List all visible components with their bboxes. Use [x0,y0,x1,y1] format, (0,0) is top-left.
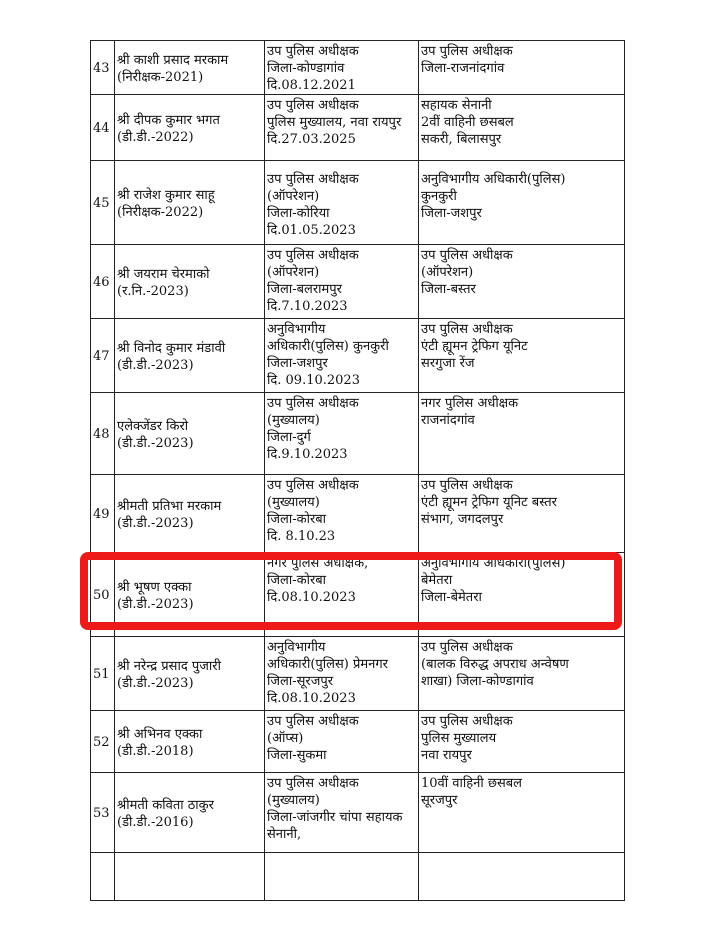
officer-name-line: श्री अभिनव एक्का [117,726,203,742]
current-posting-line: अधिकारी(पुलिस) प्रेमनगर [267,657,388,672]
new-posting-line: उप पुलिस अधीक्षक [421,714,513,729]
current-posting-line: दि.08.10.2023 [267,590,356,605]
new-posting-cell [419,773,625,853]
current-posting-line: जिला-बलरामपुर [267,282,342,297]
current-posting-line: दि.9.10.2023 [267,447,348,462]
officer-name-cell [115,475,265,553]
new-posting-cell [419,475,625,553]
current-posting-line: पुलिस मुख्यालय, नवा रायपुर [267,115,402,130]
officer-name-cell [115,95,265,161]
current-posting-line: (ऑपरेशन) [267,265,320,280]
officer-name-cell [115,245,265,319]
new-posting-line: जिला-राजनांदगांव [421,61,505,76]
current-posting-line: दि.27.03.2025 [267,132,356,147]
serial-number-cell: 44 [91,95,115,161]
current-posting-line: उप पुलिस अधीक्षक [267,714,359,729]
new-posting-cell [419,637,625,711]
current-posting-line: अनुविभागीय [267,322,326,337]
new-posting-cell [419,853,625,901]
new-posting-line: सूरजपुर [421,793,458,808]
current-posting-line: (ऑपरेशन) [267,189,320,204]
new-posting-line: 10वीं वाहिनी छसबल [421,776,522,791]
current-posting-cell [265,475,419,553]
officer-name-cell [115,853,265,901]
table-row [91,637,625,711]
officer-name-line: श्री जयराम चेरमाको [117,266,210,282]
new-posting-line: अनुविभागीय अधिकारी(पुलिस) [421,172,566,187]
new-posting-cell [419,319,625,393]
table-row [91,245,625,319]
new-posting-line: सकरी, बिलासपुर [421,132,502,147]
current-posting-line: (मुख्यालय) [267,495,320,510]
current-posting-cell [265,393,419,475]
current-posting-line: उप पुलिस अधीक्षक [267,478,359,493]
current-posting-cell [265,161,419,245]
current-posting-line: दि.08.12.2021 [267,78,356,93]
officer-name-line: (डी.डी.-2023) [117,596,194,612]
officer-name-cell [115,711,265,773]
new-posting-line: जिला-जशपुर [421,206,482,221]
serial-number-cell: 51 [91,637,115,711]
officer-name-line: श्री राजेश कुमार साहू [117,187,215,203]
officer-name-line: (डी.डी.-2023) [117,357,194,373]
new-posting-line: नगर पुलिस अधीक्षक [421,396,519,411]
officer-name-line: श्रीमती प्रतिभा मरकाम [117,498,222,514]
current-posting-line: उप पुलिस अधीक्षक [267,172,359,187]
table-row [91,319,625,393]
current-posting-line: उप पुलिस अधीक्षक [267,776,359,791]
serial-number-cell: 52 [91,711,115,773]
serial-number-cell: 48 [91,393,115,475]
current-posting-line: जिला-कोण्डागांव [267,61,345,76]
new-posting-line: कुनकुरी [421,189,457,204]
officer-name-line: (निरीक्षक-2021) [117,69,204,85]
officer-name-line: (निरीक्षक-2022) [117,204,204,220]
serial-number-cell: 43 [91,41,115,95]
new-posting-line: (ऑपरेशन) [421,265,474,280]
current-posting-line: उप पुलिस अधीक्षक [267,44,359,59]
officer-name-line: श्री नरेन्द्र प्रसाद पुजारी [117,658,221,674]
serial-number-cell [91,853,115,901]
table-row [91,393,625,475]
officer-name-cell [115,161,265,245]
new-posting-line: संभाग, जगदलपुर [421,512,504,527]
current-posting-line: उप पुलिस अधीक्षक [267,248,359,263]
current-posting-line: सेनानी, [267,827,302,842]
officer-name-cell [115,773,265,853]
serial-number-cell: 49 [91,475,115,553]
officer-name-line: (डी.डी.-2022) [117,129,194,145]
new-posting-line: शाखा) जिला-कोण्डागांव [421,674,534,689]
serial-number-cell: 53 [91,773,115,853]
serial-number-cell: 46 [91,245,115,319]
new-posting-cell [419,393,625,475]
current-posting-line: जिला-कोरबा [267,512,327,527]
new-posting-cell [419,161,625,245]
current-posting-line: उप पुलिस अधीक्षक [267,98,359,113]
new-posting-line: पुलिस मुख्यालय [421,731,497,746]
table-row [91,95,625,161]
current-posting-cell [265,773,419,853]
new-posting-cell [419,95,625,161]
new-posting-line: सहायक सेनानी [421,98,492,113]
serial-number-cell: 45 [91,161,115,245]
current-posting-line: (ऑप्स) [267,731,304,746]
new-posting-line: राजनांदगांव [421,413,475,428]
table-row [91,711,625,773]
new-posting-line: उप पुलिस अधीक्षक [421,248,513,263]
table-row [91,553,625,637]
new-posting-line: (बालक विरुद्ध अपराध अन्वेषण [421,657,569,672]
current-posting-cell [265,95,419,161]
new-posting-line: नवा रायपुर [421,748,472,763]
current-posting-cell [265,245,419,319]
officer-name-cell [115,41,265,95]
officer-name-line: (डी.डी.-2023) [117,515,194,531]
new-posting-line: सरगुजा रेंज [421,356,475,371]
new-posting-line: उप पुलिस अधीक्षक [421,322,513,337]
new-posting-line: उप पुलिस अधीक्षक [421,478,513,493]
officer-name-cell [115,319,265,393]
current-posting-line: नगर पुलिस अधीक्षक, [267,556,369,571]
table-row [91,475,625,553]
officer-name-line: (डी.डी.-2016) [117,814,194,830]
current-posting-line: जिला-सुकमा [267,748,327,763]
new-posting-line: उप पुलिस अधीक्षक [421,640,513,655]
current-posting-line: दि. 8.10.23 [267,529,336,544]
officer-name-line: श्री भूषण एक्का [117,579,192,595]
current-posting-line: जिला-दुर्ग [267,430,311,445]
current-posting-line: अधिकारी(पुलिस) कुनकुरी [267,339,389,354]
new-posting-line: जिला-बस्तर [421,282,476,297]
table-row [91,161,625,245]
current-posting-cell [265,319,419,393]
current-posting-line: जिला-जशपुर [267,356,328,371]
transfer-table [90,40,625,901]
current-posting-line: दि.08.10.2023 [267,691,356,706]
new-posting-line: उप पुलिस अधीक्षक [421,44,513,59]
current-posting-cell [265,553,419,637]
new-posting-line: एंटी ह्यूमन ट्रेफिग यूनिट [421,339,528,354]
current-posting-line: दि. 09.10.2023 [267,373,360,388]
serial-number-cell: 50 [91,553,115,637]
current-posting-line: जिला-सूरजपुर [267,674,334,689]
new-posting-line: एंटी ह्यूमन ट्रेफिग यूनिट बस्तर [421,495,557,510]
new-posting-cell [419,245,625,319]
officer-name-cell [115,393,265,475]
officer-name-cell [115,637,265,711]
serial-number-cell: 47 [91,319,115,393]
new-posting-cell [419,553,625,637]
new-posting-line: बेमेतरा [421,573,453,588]
new-posting-cell [419,41,625,95]
current-posting-line: दि.01.05.2023 [267,223,356,238]
table-row [91,773,625,853]
officer-name-line: श्रीमती कविता ठाकुर [117,797,214,813]
current-posting-cell [265,711,419,773]
new-posting-line: 2वीं वाहिनी छसबल [421,115,514,130]
transfer-table-body [91,41,625,901]
current-posting-line: जिला-कोरबा [267,573,327,588]
new-posting-line: जिला-बेमेतरा [421,590,482,605]
officer-name-line: (डी.डी.-2018) [117,743,194,759]
officer-name-line: श्री काशी प्रसाद मरकाम [117,52,229,68]
officer-name-line: (डी.डी.-2023) [117,435,194,451]
current-posting-cell [265,853,419,901]
current-posting-cell [265,41,419,95]
new-posting-line: अनुविभागीय अधिकारी(पुलिस) [421,556,566,571]
new-posting-cell [419,711,625,773]
current-posting-line: (मुख्यालय) [267,793,320,808]
officer-name-cell [115,553,265,637]
officer-name-line: एलेक्जेंडर किरो [117,418,189,434]
current-posting-cell [265,637,419,711]
officer-name-line: श्री विनोद कुमार मंडावी [117,340,226,356]
current-posting-line: (मुख्यालय) [267,413,320,428]
current-posting-line: जिला-कोरिया [267,206,330,221]
current-posting-line: उप पुलिस अधीक्षक [267,396,359,411]
current-posting-line: जिला-जांजगीर चांपा सहायक [267,810,403,825]
table-row [91,41,625,95]
officer-name-line: श्री दीपक कुमार भगत [117,112,220,128]
officer-name-line: (डी.डी.-2023) [117,675,194,691]
current-posting-line: दि.7.10.2023 [267,299,348,314]
current-posting-line: अनुविभागीय [267,640,326,655]
table-row [91,853,625,901]
officer-name-line: (र.नि.-2023) [117,283,189,299]
